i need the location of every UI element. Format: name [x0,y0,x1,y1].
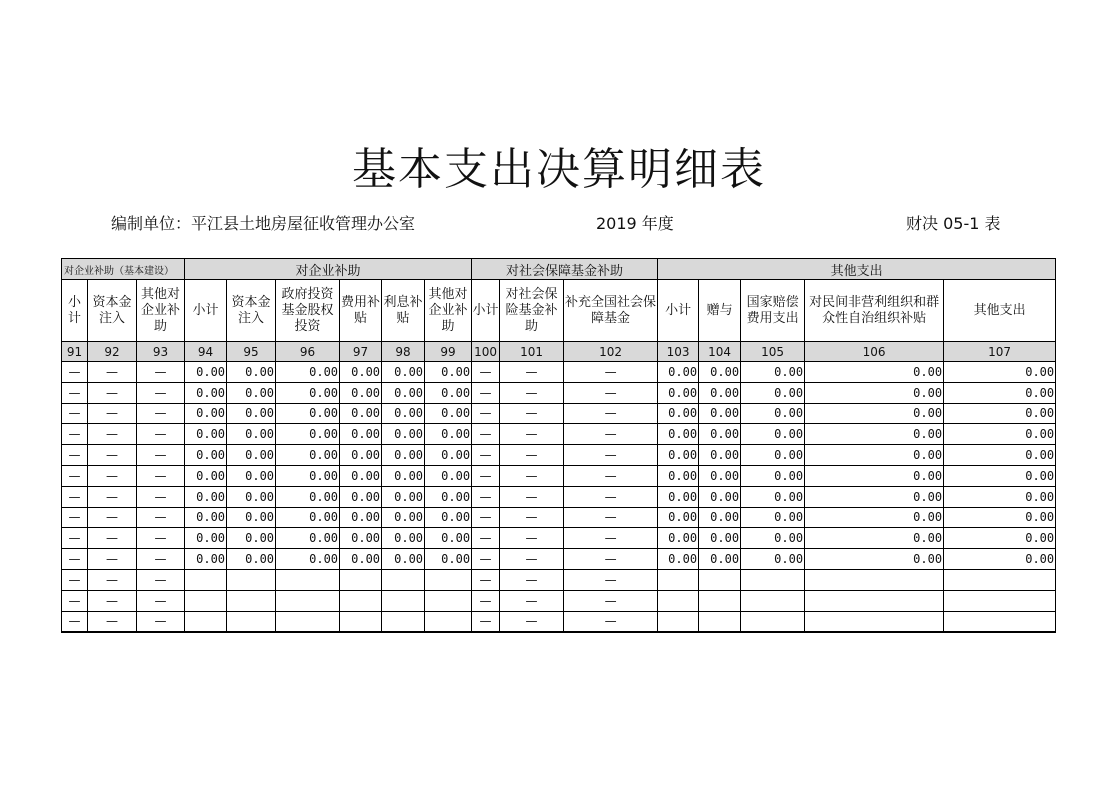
table-cell: 0.00 [944,507,1056,528]
column-code: 97 [340,342,382,362]
column-code-row [62,342,1056,362]
column-header: 小计 [472,280,500,342]
table-cell: — [88,611,137,632]
table-cell: — [472,549,500,570]
table-cell: — [88,569,137,590]
table-cell [227,590,276,611]
table-cell: 0.00 [227,382,276,403]
column-code: 94 [185,342,227,362]
column-header: 其他对企业补助 [425,280,472,342]
table-cell [805,569,944,590]
table-cell: 0.00 [340,465,382,486]
table-cell: — [137,486,185,507]
table-cell: 0.00 [185,486,227,507]
table-cell: 0.00 [185,424,227,445]
table-cell: 0.00 [658,424,699,445]
table-cell: 0.00 [944,382,1056,403]
table-cell: — [88,403,137,424]
column-code: 107 [944,342,1056,362]
table-cell: 0.00 [425,382,472,403]
table-cell: — [472,362,500,383]
column-header: 小计 [185,280,227,342]
table-cell: 0.00 [227,486,276,507]
column-code: 102 [564,342,658,362]
table-cell: — [472,382,500,403]
reporting-unit: 编制单位：平江县土地房屋征收管理办公室 [111,214,416,233]
table-cell: — [62,445,88,466]
table-cell: 0.00 [741,507,805,528]
table-cell: — [88,486,137,507]
table-cell: — [137,403,185,424]
table-cell: 0.00 [276,382,340,403]
table-cell [658,590,699,611]
table-cell: 0.00 [382,549,425,570]
table-cell: — [62,465,88,486]
table-cell: 0.00 [185,507,227,528]
table-cell [382,611,425,632]
page-title: 基本支出决算明细表 [352,144,766,195]
table-cell: 0.00 [185,403,227,424]
column-header: 费用补贴 [340,280,382,342]
table-cell: — [500,382,564,403]
table-cell: 0.00 [276,424,340,445]
table-row [62,590,1056,611]
column-code: 100 [472,342,500,362]
table-cell [340,590,382,611]
table-cell: — [88,465,137,486]
table-cell: — [88,590,137,611]
table-row [62,424,1056,445]
table-cell: 0.00 [699,382,741,403]
table-cell: — [88,507,137,528]
table-cell: 0.00 [382,465,425,486]
table-cell: — [62,486,88,507]
table-cell [658,569,699,590]
table-cell: 0.00 [425,507,472,528]
table-cell: 0.00 [227,445,276,466]
form-code: 财决 05-1 表 [906,214,1001,233]
table-cell: — [564,382,658,403]
column-code: 91 [62,342,88,362]
table-cell: — [62,569,88,590]
table-cell: 0.00 [340,549,382,570]
table-cell: — [62,403,88,424]
column-header: 国家赔偿费用支出 [741,280,805,342]
table-cell: 0.00 [425,465,472,486]
table-cell: 0.00 [425,445,472,466]
table-cell: — [564,465,658,486]
table-cell: 0.00 [699,465,741,486]
table-cell: — [500,362,564,383]
table-body [62,362,1056,633]
table-row [62,507,1056,528]
table-cell [382,569,425,590]
table-cell: 0.00 [382,486,425,507]
column-header-row [62,280,1056,342]
column-header: 补充全国社会保障基金 [564,280,658,342]
table-cell: 0.00 [382,445,425,466]
table-cell: — [500,424,564,445]
table-cell: — [500,403,564,424]
table-cell: 0.00 [382,507,425,528]
table-cell: — [62,528,88,549]
table-cell: 0.00 [425,403,472,424]
table-cell: 0.00 [276,486,340,507]
table-cell: — [137,549,185,570]
table-cell: 0.00 [658,486,699,507]
table-cell: 0.00 [805,362,944,383]
table-cell: 0.00 [741,528,805,549]
table-row [62,362,1056,383]
table-cell: 0.00 [699,403,741,424]
table-cell: — [88,549,137,570]
table-cell: — [88,382,137,403]
column-code: 92 [88,342,137,362]
column-code: 93 [137,342,185,362]
table-cell: 0.00 [227,465,276,486]
table-cell: 0.00 [227,549,276,570]
table-cell: — [137,611,185,632]
table-cell: — [472,611,500,632]
table-cell: 0.00 [944,465,1056,486]
table-cell: — [88,528,137,549]
table-cell: — [472,465,500,486]
table-cell [805,590,944,611]
table-cell: 0.00 [805,528,944,549]
table-cell [340,569,382,590]
table-cell: — [137,528,185,549]
table-cell: 0.00 [944,486,1056,507]
table-cell: 0.00 [425,486,472,507]
table-cell: 0.00 [805,507,944,528]
table-cell: 0.00 [658,445,699,466]
table-cell: — [500,465,564,486]
table-cell [699,590,741,611]
column-header: 小计 [658,280,699,342]
group-header: 对企业补助（基本建设） [62,259,185,280]
table-cell: 0.00 [340,486,382,507]
table-row [62,465,1056,486]
table-cell: — [564,569,658,590]
table-cell: — [564,362,658,383]
table-cell: 0.00 [340,362,382,383]
table-cell: — [472,590,500,611]
table-cell: 0.00 [944,362,1056,383]
table-cell [699,611,741,632]
table-cell: 0.00 [425,362,472,383]
table-row [62,382,1056,403]
table-cell: — [472,445,500,466]
column-header: 对社会保险基金补助 [500,280,564,342]
table-cell: 0.00 [227,507,276,528]
column-code: 99 [425,342,472,362]
table-cell: 0.00 [185,445,227,466]
table-cell: 0.00 [340,403,382,424]
table-cell: 0.00 [741,549,805,570]
table-cell: — [137,362,185,383]
table-cell: — [472,528,500,549]
table-cell: 0.00 [340,507,382,528]
table-cell: 0.00 [658,382,699,403]
table-cell [741,569,805,590]
table-row [62,549,1056,570]
table-cell: 0.00 [805,424,944,445]
table-cell: 0.00 [741,362,805,383]
table-cell: — [564,611,658,632]
table-cell: — [500,486,564,507]
table-cell: — [62,424,88,445]
table-cell [185,569,227,590]
table-cell: 0.00 [340,382,382,403]
table-cell: — [500,528,564,549]
table-cell: 0.00 [658,549,699,570]
table-cell [425,569,472,590]
table-cell: — [62,590,88,611]
table-cell: 0.00 [944,445,1056,466]
table-cell [227,611,276,632]
table-cell: 0.00 [741,486,805,507]
table-cell: 0.00 [658,507,699,528]
table-cell: 0.00 [276,403,340,424]
table-cell: — [564,590,658,611]
table-cell [340,611,382,632]
table-cell: — [62,611,88,632]
table-cell: 0.00 [382,528,425,549]
table-cell [185,590,227,611]
expenditure-table [61,258,1056,633]
fiscal-year: 2019 年度 [596,214,674,233]
table-cell [276,590,340,611]
table-cell: 0.00 [340,424,382,445]
table-cell: 0.00 [185,528,227,549]
table-cell: 0.00 [425,424,472,445]
column-header: 利息补贴 [382,280,425,342]
group-header: 对社会保障基金补助 [472,259,658,280]
table-cell: 0.00 [944,403,1056,424]
table-cell: — [137,465,185,486]
table-cell: 0.00 [382,362,425,383]
table-cell: — [88,424,137,445]
table-cell: 0.00 [425,528,472,549]
table-row [62,611,1056,632]
table-cell: 0.00 [227,403,276,424]
table-row [62,486,1056,507]
table-cell: 0.00 [741,382,805,403]
table-cell [944,569,1056,590]
table-cell: — [137,507,185,528]
column-header: 资本金注入 [227,280,276,342]
column-header: 小计 [62,280,88,342]
table-cell [425,590,472,611]
table-cell: — [500,507,564,528]
table-cell [227,569,276,590]
group-header: 对企业补助 [185,259,472,280]
table-cell: — [88,362,137,383]
table-cell: 0.00 [276,549,340,570]
column-header: 其他对企业补助 [137,280,185,342]
table-cell: 0.00 [185,382,227,403]
column-code: 103 [658,342,699,362]
table-cell: 0.00 [699,486,741,507]
table-cell: — [564,424,658,445]
table-cell: — [500,569,564,590]
table-cell: — [137,424,185,445]
table-row [62,528,1056,549]
column-code: 95 [227,342,276,362]
table-cell: 0.00 [944,528,1056,549]
table-cell: 0.00 [944,424,1056,445]
table-cell: — [137,382,185,403]
column-code: 105 [741,342,805,362]
table-cell: — [564,549,658,570]
table-cell: — [137,445,185,466]
table-cell: — [564,528,658,549]
table-cell: — [62,362,88,383]
table-cell: 0.00 [699,445,741,466]
table-cell: 0.00 [658,403,699,424]
table-cell [276,569,340,590]
column-header: 政府投资基金股权投资 [276,280,340,342]
table-cell: 0.00 [699,528,741,549]
table-cell: 0.00 [699,424,741,445]
table-cell [741,590,805,611]
table-cell: 0.00 [227,528,276,549]
table-cell: — [472,403,500,424]
table-cell [382,590,425,611]
table-cell [185,611,227,632]
table-cell [944,611,1056,632]
table-cell: — [500,549,564,570]
table-cell: 0.00 [658,465,699,486]
table-cell: 0.00 [227,362,276,383]
table-cell: — [564,507,658,528]
table-cell: 0.00 [699,549,741,570]
table-row [62,445,1056,466]
table-cell: — [472,569,500,590]
table-cell: 0.00 [805,486,944,507]
column-header: 对民间非营利组织和群众性自治组织补贴 [805,280,944,342]
table-cell: — [500,590,564,611]
table-cell [699,569,741,590]
table-cell: — [500,445,564,466]
table-cell [276,611,340,632]
table-cell: 0.00 [658,528,699,549]
table-cell: 0.00 [805,382,944,403]
table-cell: 0.00 [276,465,340,486]
table-cell [741,611,805,632]
table-cell: 0.00 [658,362,699,383]
table-cell: — [472,424,500,445]
group-header: 其他支出 [658,259,1056,280]
table-cell: 0.00 [382,403,425,424]
table-cell: — [62,549,88,570]
table-cell: — [137,590,185,611]
table-cell: 0.00 [805,549,944,570]
table-cell: 0.00 [805,403,944,424]
table-cell [805,611,944,632]
column-header: 赠与 [699,280,741,342]
table-cell [658,611,699,632]
table-cell: 0.00 [185,362,227,383]
table-cell: 0.00 [805,465,944,486]
table-cell: 0.00 [340,445,382,466]
table-row [62,569,1056,590]
column-code: 104 [699,342,741,362]
table-cell: 0.00 [425,549,472,570]
table-row [62,403,1056,424]
table-cell [944,590,1056,611]
table-cell: 0.00 [382,424,425,445]
table-cell: — [472,507,500,528]
table-cell: 0.00 [741,465,805,486]
group-header-row [62,259,1056,280]
table-cell: — [137,569,185,590]
table-cell: 0.00 [276,528,340,549]
table-cell: 0.00 [276,362,340,383]
table-cell: 0.00 [741,403,805,424]
table-cell: — [564,403,658,424]
table-cell: — [500,611,564,632]
table-cell: — [472,486,500,507]
table-cell: 0.00 [276,507,340,528]
table-cell: — [62,507,88,528]
column-header: 资本金注入 [88,280,137,342]
table-cell: 0.00 [805,445,944,466]
table-cell: — [62,382,88,403]
column-code: 101 [500,342,564,362]
table-cell: 0.00 [944,549,1056,570]
table-cell: 0.00 [699,507,741,528]
table-cell: 0.00 [185,465,227,486]
table-cell [425,611,472,632]
column-code: 98 [382,342,425,362]
table-cell: 0.00 [741,445,805,466]
table-cell: — [88,445,137,466]
table-cell: 0.00 [699,362,741,383]
column-header: 其他支出 [944,280,1056,342]
table-cell: 0.00 [382,382,425,403]
column-code: 106 [805,342,944,362]
table-cell: 0.00 [185,549,227,570]
table-cell: 0.00 [340,528,382,549]
table-cell: — [564,445,658,466]
table-cell: 0.00 [741,424,805,445]
column-code: 96 [276,342,340,362]
table-cell: 0.00 [227,424,276,445]
table-cell: 0.00 [276,445,340,466]
table-cell: — [564,486,658,507]
